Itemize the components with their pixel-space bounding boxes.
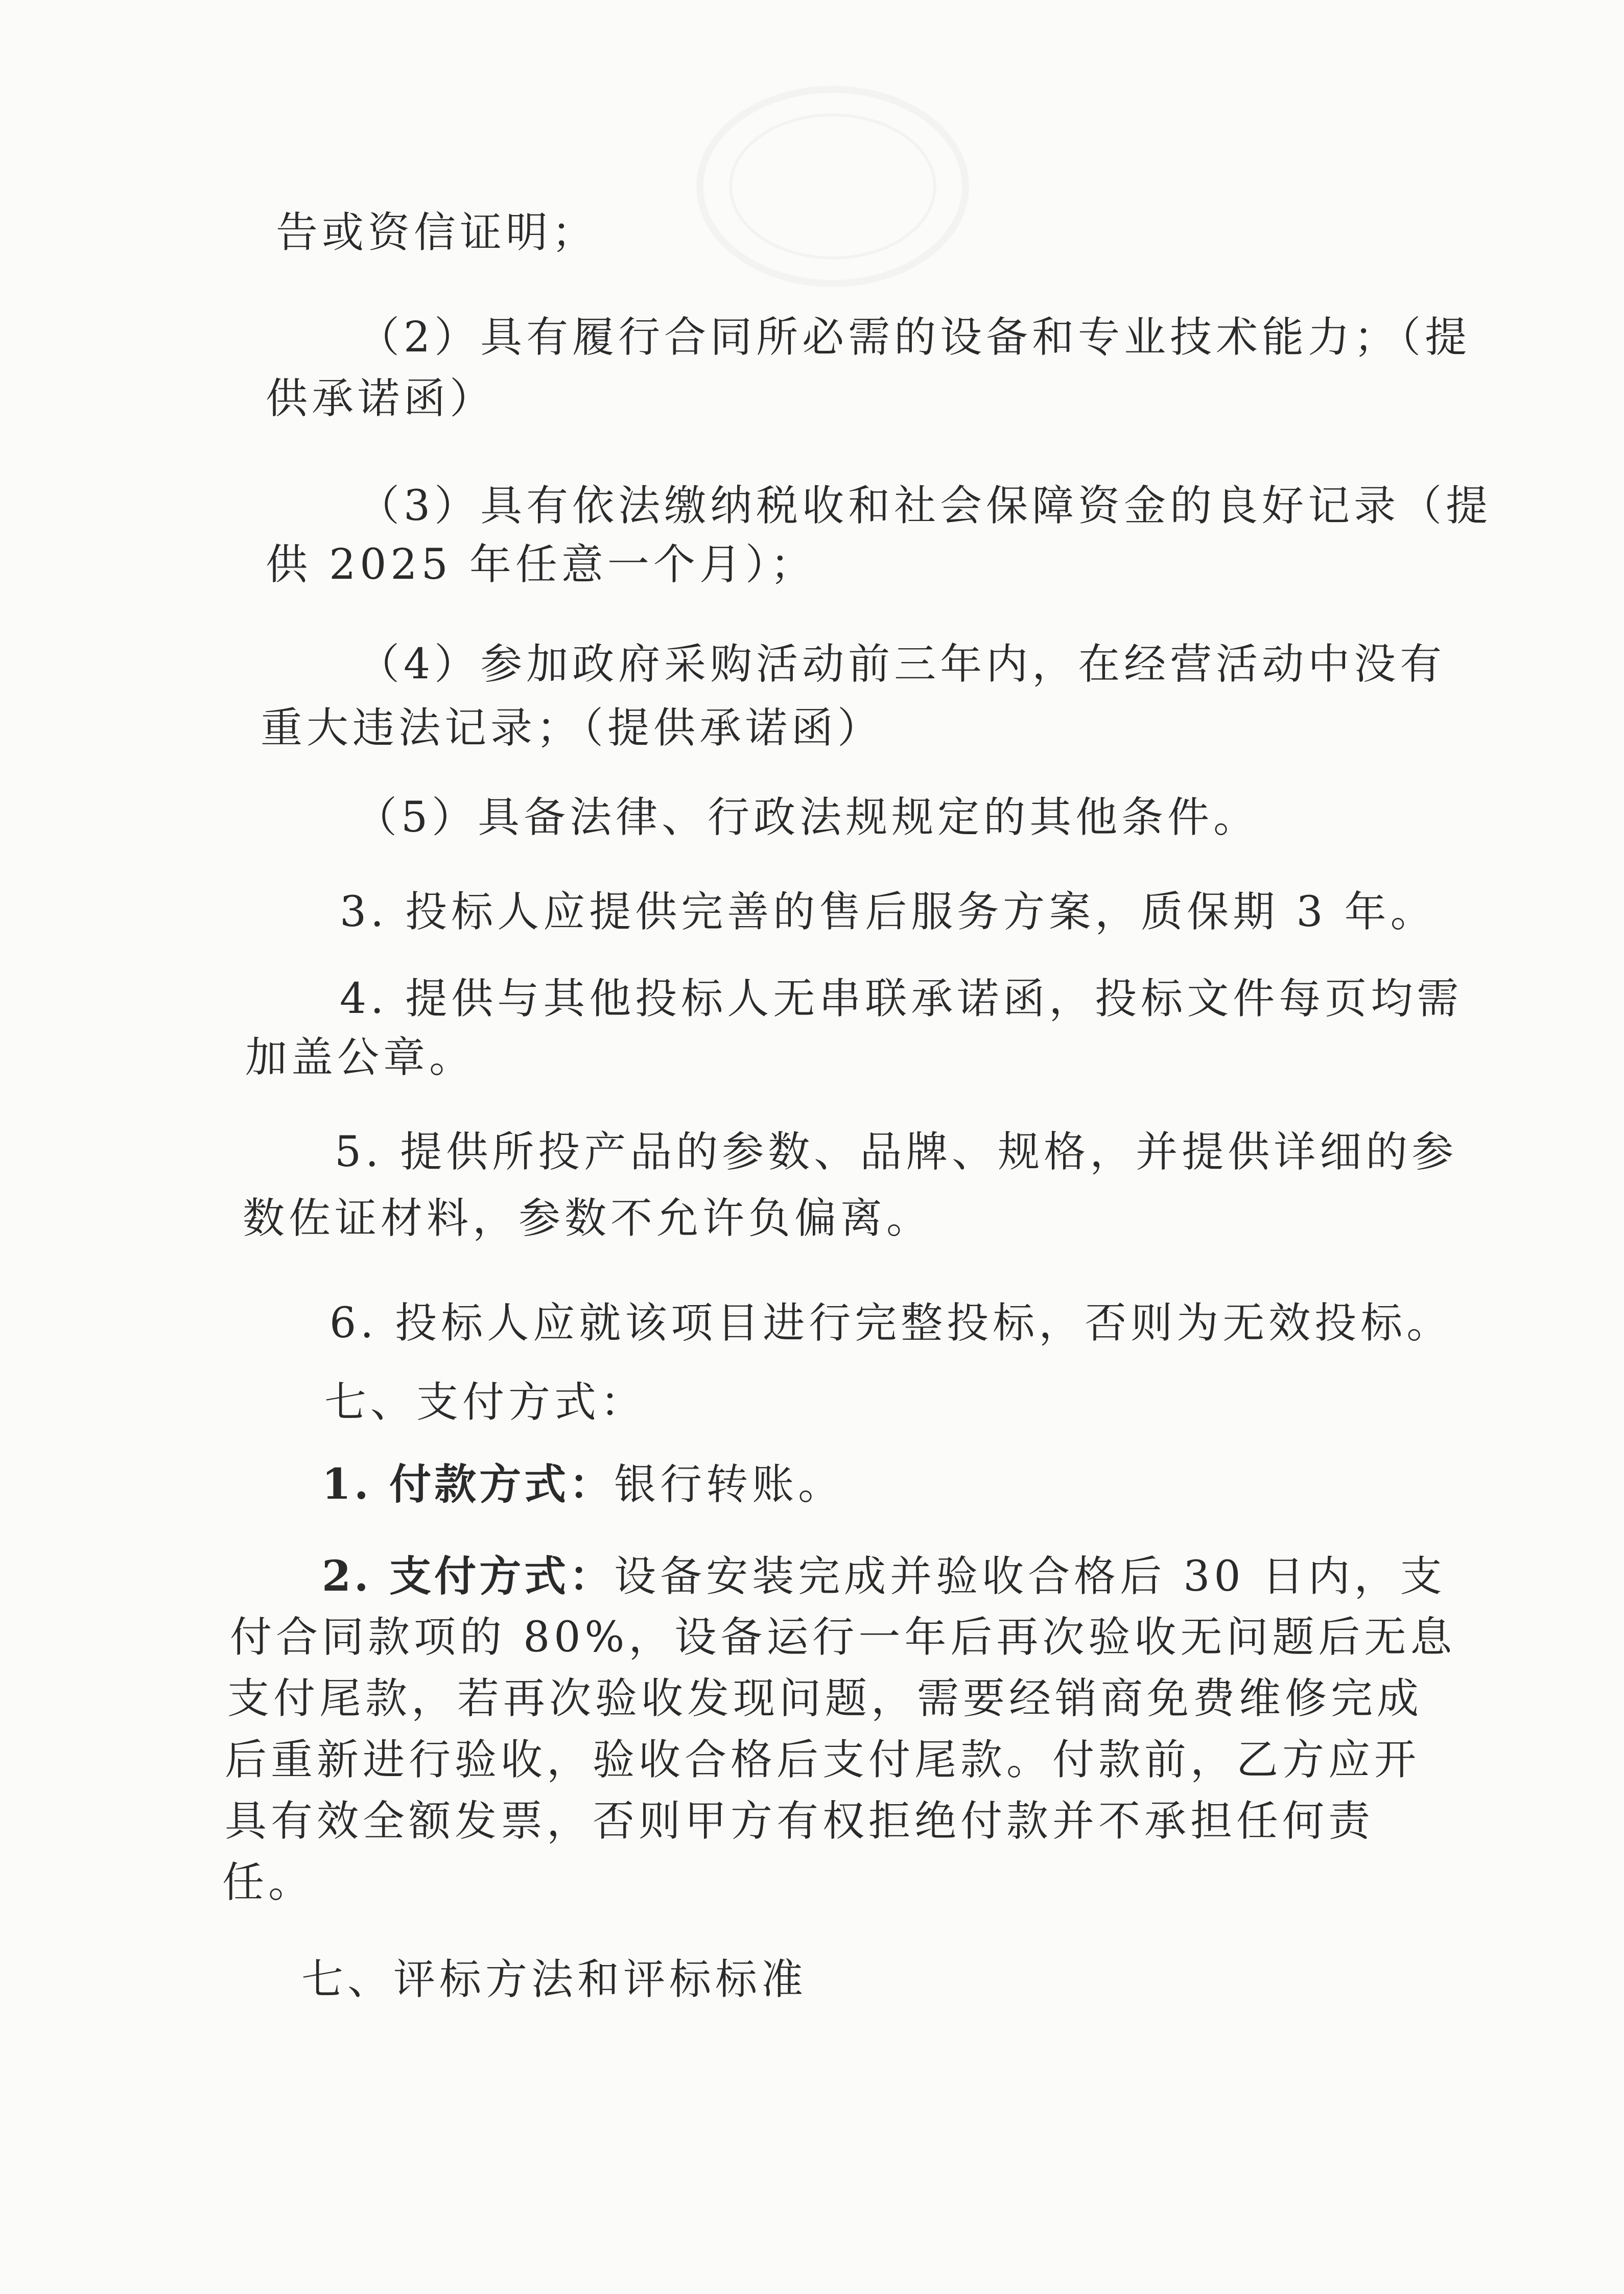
line-4: （3）具有依法缴纳税收和社会保障资金的良好记录（提 — [358, 482, 1492, 530]
line-10: 4. 提供与其他投标人无串联承诺函，投标文件每页均需 — [340, 975, 1463, 1023]
line-2: （2）具有履行合同所必需的设备和专业技术能力；（提 — [358, 313, 1471, 362]
payment-method-line — [322, 1460, 844, 1509]
line-3: 供承诺函） — [266, 374, 496, 423]
payment-terms-text-1: 设备安装完成并验收合格后 30 日内，支 — [614, 1552, 1446, 1601]
line-1: 告或资信证明； — [276, 208, 598, 257]
line-12: 5. 提供所投产品的参数、品牌、规格，并提供详细的参 — [335, 1128, 1458, 1176]
payment-terms-line-1 — [322, 1552, 1446, 1601]
line-11: 加盖公章。 — [245, 1033, 476, 1082]
line-8: （5）具备法律、行政法规规定的其他条件。 — [355, 793, 1260, 842]
payment-terms-label: 2. 支付方式： — [322, 1552, 615, 1601]
section-heading-evaluation: 七、评标方法和评标标准 — [301, 1955, 808, 2004]
line-7: 重大违法记录；（提供承诺函） — [261, 704, 884, 752]
line-14: 6. 投标人应就该项目进行完整投标，否则为无效投标。 — [329, 1299, 1453, 1347]
payment-method-value: 银行转账。 — [614, 1460, 844, 1509]
payment-terms-line-2: 付合同款项的 80%，设备运行一年后再次验收无问题后无息 — [230, 1613, 1456, 1662]
section-heading-payment: 七、支付方式： — [324, 1378, 647, 1427]
line-5: 供 2025 年任意一个月）； — [266, 540, 816, 589]
line-9: 3. 投标人应提供完善的售后服务方案，质保期 3 年。 — [340, 888, 1437, 936]
payment-terms-line-5: 具有效全额发票，否则甲方有权拒绝付款并不承担任何责 — [225, 1797, 1375, 1846]
line-6: （4）参加政府采购活动前三年内，在经营活动中没有 — [358, 640, 1446, 689]
payment-terms-line-4: 后重新进行验收，验收合格后支付尾款。付款前，乙方应开 — [225, 1736, 1421, 1784]
payment-terms-line-3: 支付尾款，若再次验收发现问题，需要经销商免费维修完成 — [227, 1674, 1423, 1723]
faint-stamp-watermark — [690, 77, 976, 296]
payment-method-label: 1. 付款方式： — [322, 1460, 615, 1509]
line-13: 数佐证材料，参数不允许负偏离。 — [243, 1194, 933, 1243]
payment-terms-line-6: 任。 — [222, 1858, 315, 1907]
